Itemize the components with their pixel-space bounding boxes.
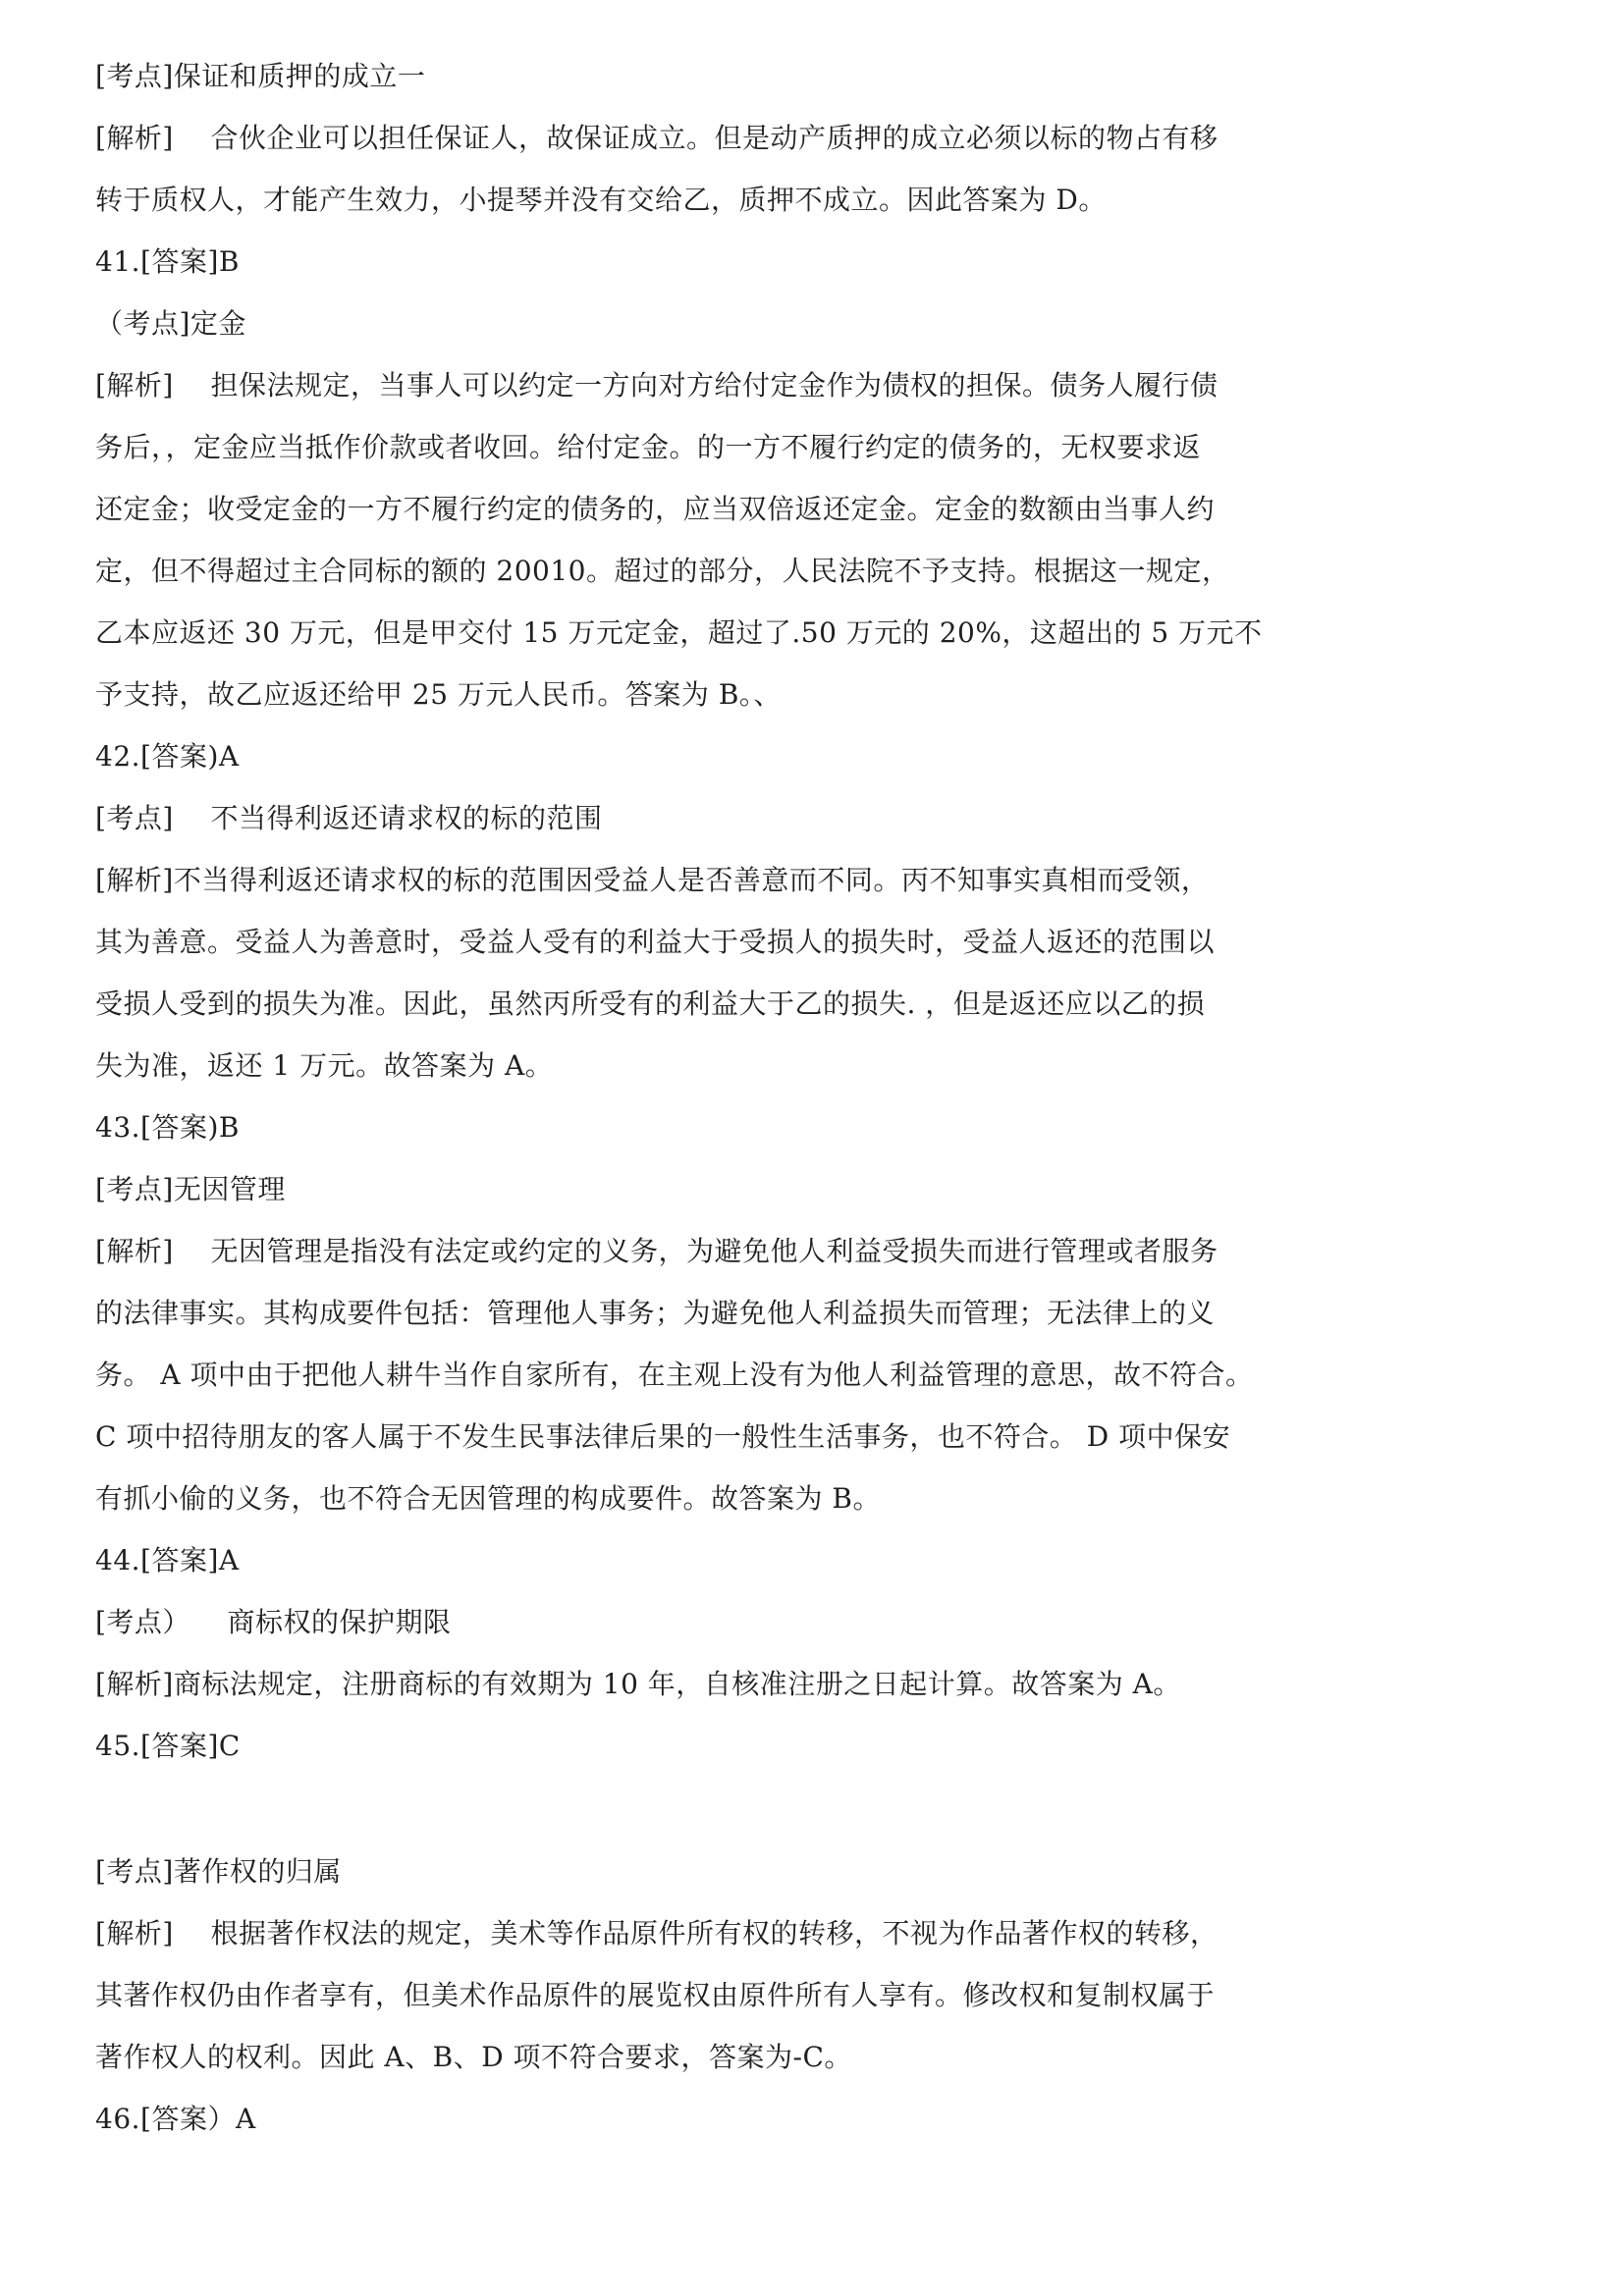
text-line: 有抓小偷的义务，也不符合无因管理的构成要件。故答案为 B。 — [95, 1482, 881, 1515]
text-line: [考点]无因管理 — [95, 1173, 286, 1205]
text-line: 43.[答案)B — [95, 1111, 240, 1144]
text-line: 务。 A 项中由于把他人耕牛当作自家所有，在主观上没有为他人利益管理的意思，故不符合。 — [95, 1359, 1254, 1391]
text-line: [解析] 担保法规定，当事人可以约定一方向对方给付定金作为债权的担保。债务人履行债 — [95, 369, 1218, 401]
text-line: 的法律事实。其构成要件包括：管理他人事务；为避免他人利益损失而管理；无法律上的义 — [95, 1297, 1216, 1329]
text-line: C 项中招待朋友的客人属于不发生民事法律后果的一般性生活事务，也不符合。 D 项中保安 — [95, 1420, 1231, 1453]
text-line: [解析] 根据著作权法的规定，美术等作品原件所有权的转移，不视为作品著作权的转移， — [95, 1917, 1218, 1949]
text-line: [解析] 无因管理是指没有法定或约定的义务，为避免他人利益受损失而进行管理或者服务 — [95, 1235, 1218, 1267]
text-line: [考点]保证和质押的成立一 — [95, 60, 426, 92]
text-line: 42.[答案)A — [95, 740, 240, 773]
text-line: 其著作权仍由作者享有，但美术作品原件的展览权由原件所有人享有。修改权和复制权属于 — [95, 1979, 1216, 2011]
text-line: 41.[答案]B — [95, 245, 240, 278]
text-line: 乙本应返还 30 万元，但是甲交付 15 万元定金，超过了.50 万元的 20%，这超出的 5 万元不 — [95, 616, 1263, 649]
text-line: 失为准，返还 1 万元。故答案为 A。 — [95, 1049, 554, 1082]
text-line: 其为善意。受益人为善意时，受益人受有的利益大于受损人的损失时，受益人返还的范围以 — [95, 926, 1216, 958]
text-line: [解析]不当得利返还请求权的标的范围因受益人是否善意而不同。丙不知事实真相而受领， — [95, 864, 1210, 896]
text-line: 务后，，定金应当抵作价款或者收回。给付定金。的一方不履行约定的债务的，无权要求返 — [95, 431, 1202, 463]
text-line: [解析]商标法规定，注册商标的有效期为 10 年，自核准注册之日起计算。故答案为 A。 — [95, 1668, 1181, 1700]
text-line: [解析] 合伙企业可以担任保证人，故保证成立。但是动产质押的成立必须以标的物占有移 — [95, 122, 1218, 154]
text-line: 44.[答案]A — [95, 1544, 240, 1576]
text-line: 定，但不得超过主合同标的额的 20010。超过的部分，人民法院不予支持。根据这一规定， — [95, 555, 1230, 587]
text-line: [考点] 不当得利返还请求权的标的范围 — [95, 802, 603, 834]
text-line: 受损人受到的损失为准。因此，虽然丙所受有的利益大于乙的损失. ，但是返还应以乙的损 — [95, 988, 1206, 1020]
text-line: （考点]定金 — [95, 307, 246, 340]
text-line: 45.[答案]C — [95, 1730, 241, 1762]
text-line: 46.[答案）A — [95, 2103, 256, 2135]
text-line: 转于质权人，才能产生效力，小提琴并没有交给乙，质押不成立。因此答案为 D。 — [95, 184, 1107, 216]
text-line: 著作权人的权利。因此 A、B、D 项不符合要求，答案为-C。 — [95, 2041, 852, 2073]
text-line: 予支持，故乙应返还给甲 25 万元人民币。答案为 B。、 — [95, 678, 782, 711]
text-line: [考点]著作权的归属 — [95, 1855, 342, 1888]
text-line: 还定金；收受定金的一方不履行约定的债务的，应当双倍返还定金。定金的数额由当事人约 — [95, 493, 1216, 525]
text-line: [考点） 商标权的保护期限 — [95, 1606, 452, 1638]
